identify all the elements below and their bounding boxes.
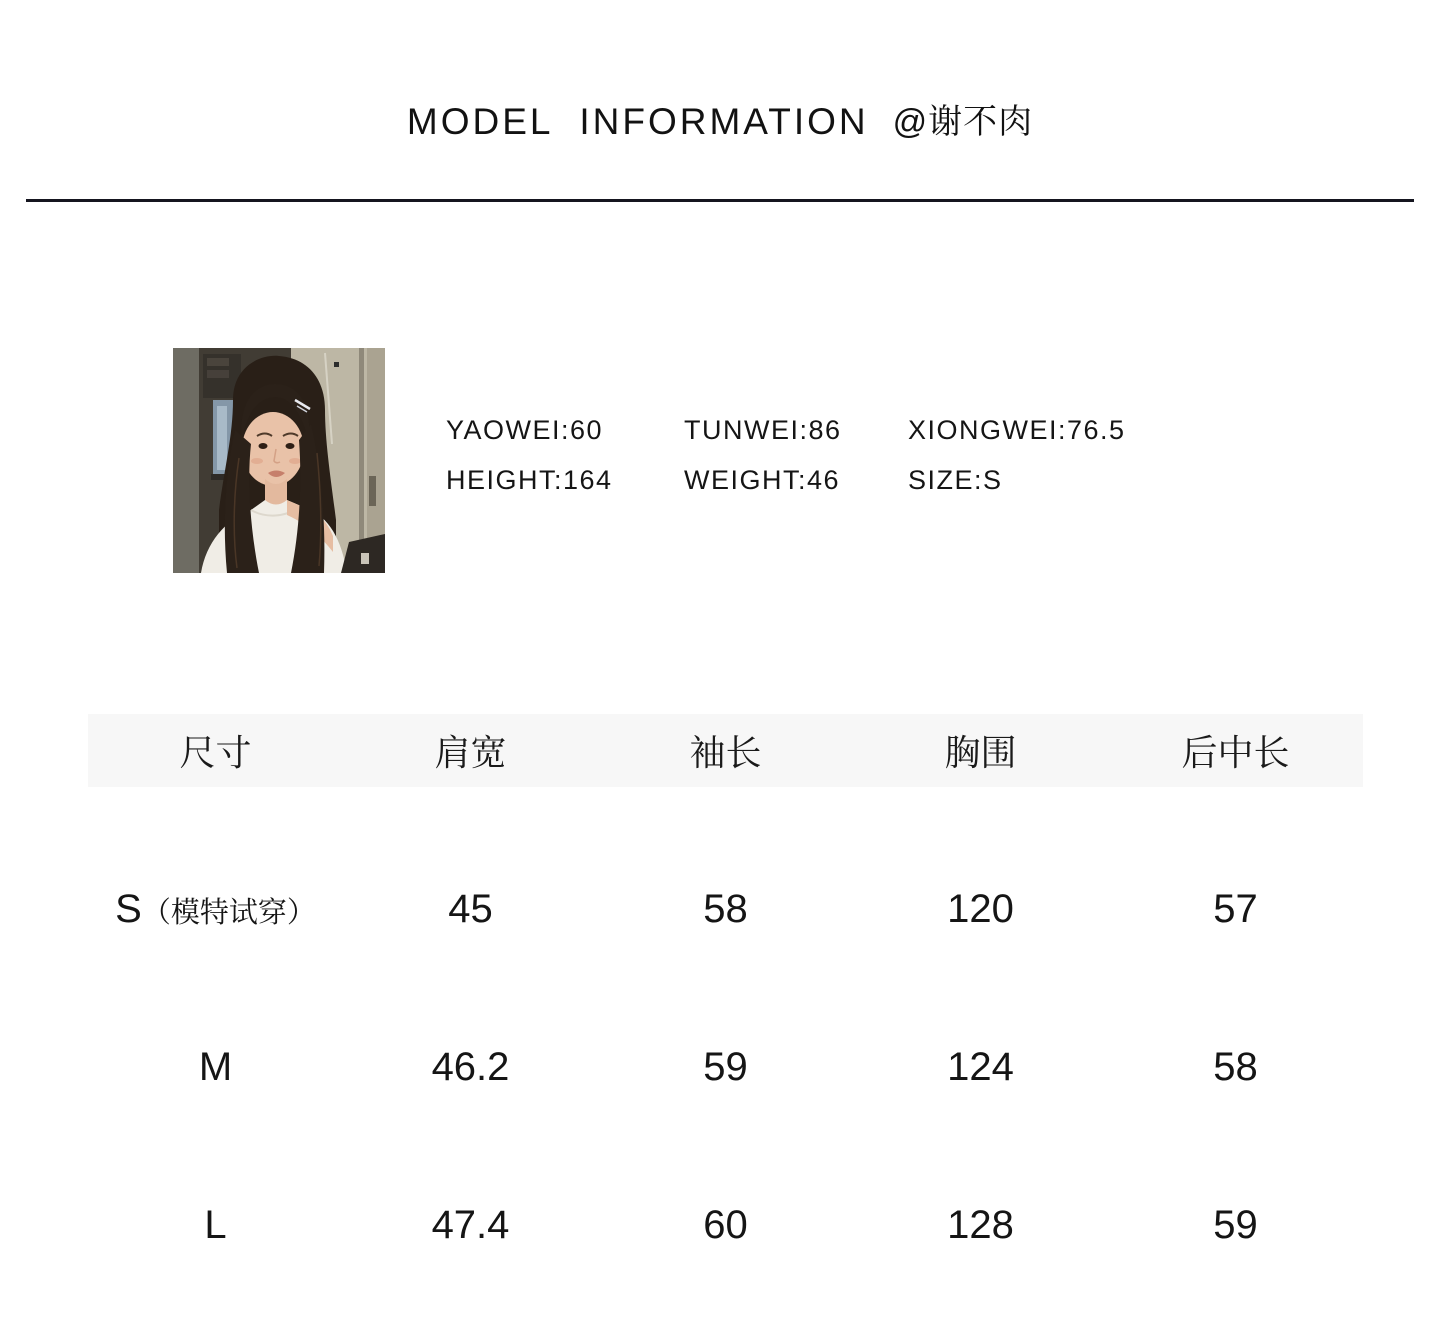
row-l-back-length: 59 [1213,1202,1258,1247]
row-s-size-label: S [115,886,142,931]
measurement-xiongwei: XIONGWEI:76.5 [908,414,1126,445]
page-title [0,98,1440,146]
divider-line [26,199,1414,202]
table-row-l [88,1146,1363,1304]
table-row-m [88,988,1363,1146]
measurement-size: SIZE:S [908,464,1003,495]
model-portrait-illustration [173,348,385,573]
measurement-tunwei: TUNWEI:86 [684,414,842,445]
header-back-length: 后中长 [1181,732,1290,773]
size-table [88,714,1363,1304]
size-table-header [88,714,1363,787]
header-shoulder: 肩宽 [434,732,507,773]
size-table-body [88,830,1363,1304]
row-m-sleeve: 59 [703,1044,748,1089]
row-m-size [88,1045,343,1090]
row-m-size-label: M [198,1044,233,1089]
table-row-s [88,830,1363,988]
row-s-shoulder: 45 [448,886,493,931]
row-l-size [88,1203,343,1248]
header-bust: 胸围 [944,732,1017,773]
row-s-size [88,887,343,932]
measurement-weight: WEIGHT:46 [684,464,841,495]
measurement-height: HEIGHT:164 [446,464,613,495]
row-l-bust: 128 [947,1202,1014,1247]
row-l-size-label: L [204,1202,227,1247]
row-s-size-note: （模特试穿） [141,896,316,929]
model-handle: @谢不肉 [892,103,1034,141]
header-sleeve: 袖长 [689,732,762,773]
row-s-sleeve: 58 [703,886,748,931]
model-measurements [446,405,1126,505]
row-s-bust: 120 [947,886,1014,931]
row-l-sleeve: 60 [703,1202,748,1247]
row-m-shoulder: 46.2 [431,1044,510,1089]
row-m-bust: 124 [947,1044,1014,1089]
row-l-shoulder: 47.4 [431,1202,510,1247]
measurement-yaowei: YAOWEI:60 [446,414,604,445]
model-photo [173,348,385,573]
row-s-back-length: 57 [1213,886,1258,931]
header-size: 尺寸 [179,732,252,773]
row-m-back-length: 58 [1213,1044,1258,1089]
page-title-text: MODEL INFORMATION [406,101,869,142]
